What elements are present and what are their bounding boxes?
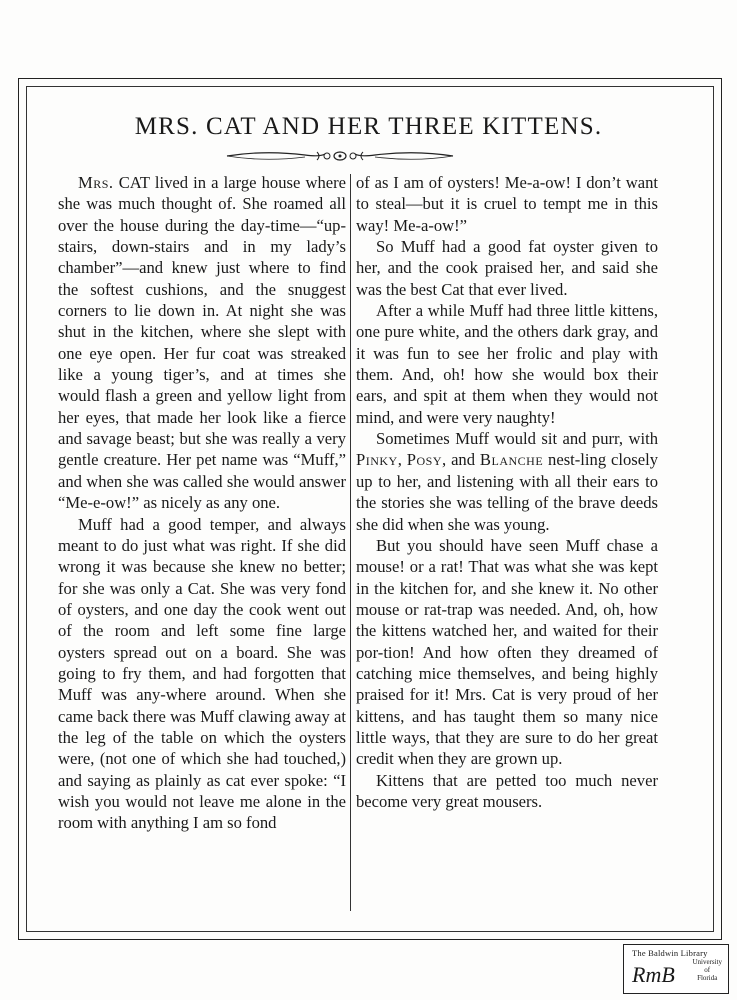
title-ornament-icon — [225, 146, 455, 166]
right-column — [356, 172, 658, 812]
stamp-university — [692, 958, 722, 982]
stamp-university-line: of — [704, 966, 711, 974]
paragraph: of as I am of oysters! Me-a-ow! I don’t want to steal—but it is cruel to tempt me in this way! Me-a-ow!” — [356, 173, 658, 235]
stamp-university-line: University — [692, 958, 722, 966]
paragraph: Kittens that are petted too much never become very great mousers. — [356, 770, 658, 811]
kitten-name-blanche: Blanche — [479, 450, 544, 470]
column-divider — [350, 174, 351, 911]
paragraph — [356, 428, 658, 535]
paragraph: But you should have seen Muff chase a mouse! or a rat! That was what she was kept in the kitchen for, and she knew it. No other mouse or rat-trap was needed. And, oh, how the kittens watched her, and waited for their por-tion! And how often they dreamed of catching mice themselves, and being highly praised for it! Mrs. Cat is very proud of her kittens, and has taught them so many nice little ways, that they are sure to do her great credit when they are grown up. — [356, 535, 658, 769]
kitten-name-posy: Posy — [406, 450, 443, 470]
story-title: MRS. CAT AND HER THREE KITTENS. — [134, 113, 603, 140]
library-stamp — [623, 944, 729, 994]
left-column — [58, 172, 346, 834]
paragraph: So Muff had a good fat oyster given to her, and the cook praised her, and said she was the best Cat that ever lived. — [356, 237, 658, 299]
paragraph: Muff had a good temper, and always meant to do just what was right. If she did wrong it was because she knew no better; for she was only a Cat. She was very fond of oysters, and one day the cook went out of the room and left some fine large oysters spread out on a board. She was going to fry them, and had forgotten that Muff was any-where around. When she came back there was Muff clawing away at the leg of the table on which the oysters were, (not one of which she had touched,) and saying as plainly as cat ever spoke: “I wish you would not leave me alone in the room with anything I am so fond — [58, 514, 346, 833]
kitten-name-pinky: Pinky — [356, 450, 398, 470]
paragraph-text: nest-ling closely up to her, and listening with all their ears to the stories she was telling of the brave deeds she did when she was young. — [356, 450, 659, 534]
stamp-mark: RmB — [632, 962, 675, 987]
paragraph-text: CAT lived in a large house where she was much thought of. She roamed all over the house during the day-time—“up-stairs, down-stairs and in my lady’s chamber”—and knew just where to find the softest cushions, and the snuggest corners to lie down in. At night she was shut in the kitchen, where she slept with one eye open. Her fur coat was streaked like a young tiger’s, and at times she would flash a green and yellow light from her eyes, that made her look like a fierce and savage beast; but she was really a very gentle creature. Her pet name was “Muff,” and when she was called she would answer “Me-e-ow!” as nicely as any one. — [58, 173, 346, 513]
paragraph — [58, 172, 346, 514]
paragraph-text: , — [397, 450, 407, 470]
drop-lead: Mrs. — [78, 173, 114, 192]
paragraph-text: Sometimes Muff would sit and purr, with — [376, 429, 658, 449]
paragraph: After a while Muff had three little kittens, one pure white, and the others dark gray, and it was fun to see her frolic and play with them. And, oh! how she would box their ears, and spit at them when they would not mind, and were very naughty! — [356, 301, 658, 427]
stamp-library-name: The Baldwin Library — [632, 948, 708, 958]
stamp-university-line: Florida — [697, 974, 718, 982]
paragraph-text: , and — [442, 450, 480, 470]
